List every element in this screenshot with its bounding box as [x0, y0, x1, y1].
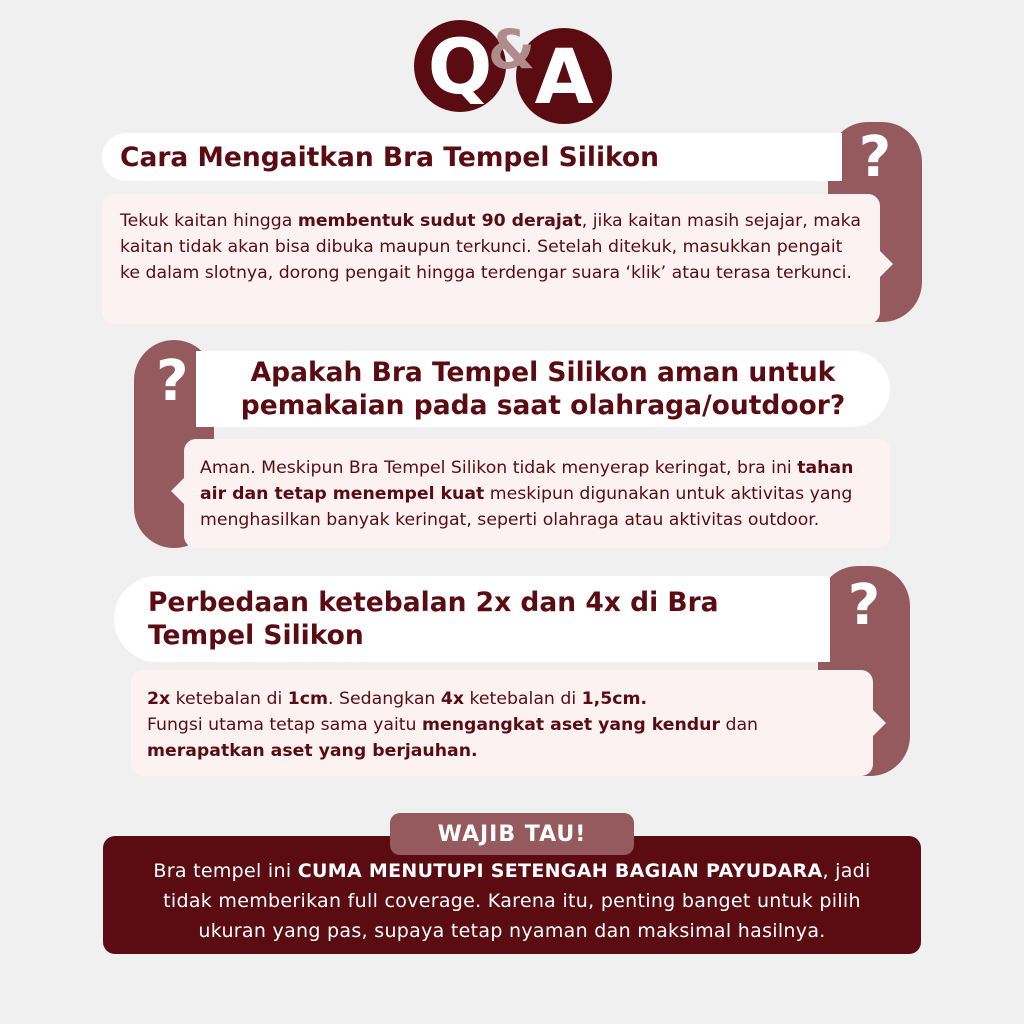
bold-text-run: 2x — [147, 689, 171, 709]
logo-ampersand: & — [488, 18, 536, 81]
bold-text-run: 1cm — [287, 689, 329, 709]
text-run: dan — [719, 715, 758, 735]
notice-label: WAJIB TAU! — [390, 813, 634, 855]
bold-text-run: mengangkat aset yang kendur — [422, 715, 720, 735]
answer-box-1 — [102, 194, 880, 324]
question-title-3 — [114, 576, 830, 662]
text-run: Bra tempel ini — [153, 860, 298, 882]
text-run: , jika kaitan masih sejajar, maka kaitan tidak akan bisa dibuka maupun terkunci. Setelah ditekuk, masukkan pengait ke dalam slotnya, dorong pengait hingga terdengar suara ‘klik’ atau terasa terkunci. — [120, 211, 861, 283]
answer-box-3 — [131, 670, 873, 776]
text-run: meskipun digunakan untuk aktivitas yang menghasilkan banyak keringat, seperti olahraga atau aktivitas outdoor. — [200, 484, 853, 530]
answer-pointer-2 — [171, 478, 184, 504]
text-run: ketebalan di — [464, 689, 582, 709]
question-mark-icon: ? — [847, 573, 881, 638]
question-title-2 — [196, 351, 890, 427]
answer-pointer-1 — [880, 251, 893, 277]
question-text-2: Apakah Bra Tempel Silikon aman untuk pemakaian pada saat olahraga/outdoor? — [240, 357, 846, 421]
bold-text-run: 1,5cm. — [581, 689, 648, 709]
question-mark-icon: ? — [858, 125, 892, 190]
answer-text-3 — [147, 686, 857, 764]
text-run: Fungsi utama tetap sama yaitu — [147, 715, 422, 735]
answer-text-1 — [120, 208, 862, 286]
bold-text-run: tahan air dan tetap menempel kuat — [200, 458, 854, 504]
bold-text-run: merapatkan aset yang berjauhan. — [147, 741, 478, 761]
logo-a-letter: A — [534, 31, 594, 121]
bold-text-run: CUMA MENUTUPI SETENGAH BAGIAN PAYUDARA — [297, 860, 823, 882]
bold-text-run: membentuk sudut 90 derajat — [297, 211, 582, 231]
text-run: . Sedangkan — [328, 689, 441, 709]
logo-q-letter: Q — [427, 21, 493, 111]
question-mark-icon: ? — [156, 349, 189, 414]
text-run: Tekuk kaitan hingga — [120, 211, 298, 231]
question-title-1 — [102, 133, 842, 181]
answer-box-2 — [184, 439, 890, 548]
answer-text-2 — [200, 455, 876, 533]
notice-text — [103, 856, 921, 946]
question-text-1: Cara Mengaitkan Bra Tempel Silikon — [120, 141, 660, 173]
answer-pointer-3 — [873, 710, 886, 736]
bold-text-run: 4x — [440, 689, 465, 709]
text-run: Aman. Meskipun Bra Tempel Silikon tidak menyerap keringat, bra ini — [200, 458, 798, 478]
text-run: ketebalan di — [170, 689, 288, 709]
text-run: , jadi tidak memberikan full coverage. Karena itu, penting banget untuk pilih ukuran yang pas, supaya tetap nyaman dan maksimal hasilnya. — [163, 860, 871, 942]
question-text-3: Perbedaan ketebalan 2x dan 4x di Bra Tempel Silikon — [148, 587, 719, 651]
